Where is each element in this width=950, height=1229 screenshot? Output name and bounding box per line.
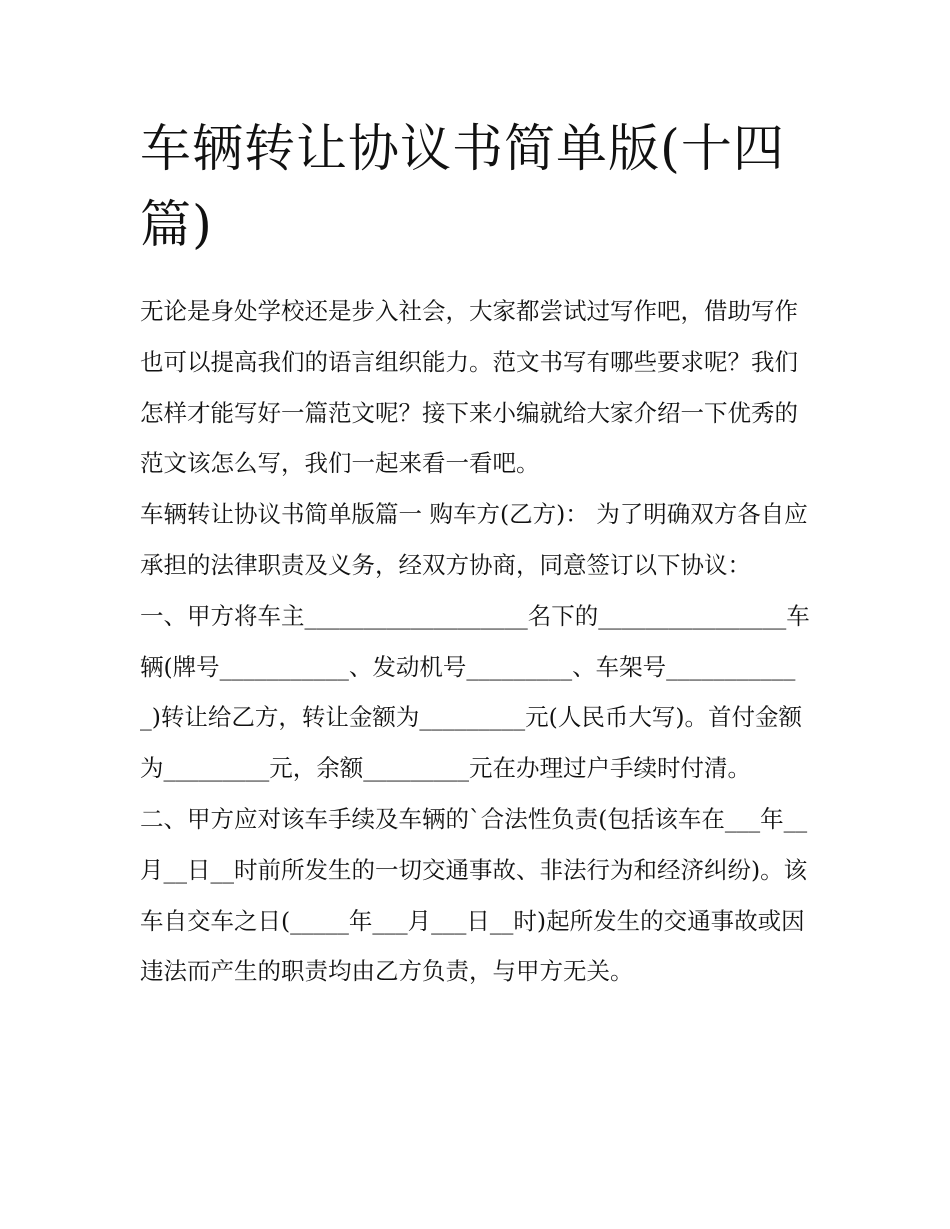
- document-page: [140, 112, 815, 997]
- intro-paragraph: 无论是身处学校还是步入社会，大家都尝试过写作吧，借助写作也可以提高我们的语言组织能力。范文书写有哪些要求呢？我们怎样才能写好一篇范文呢？接下来小编就给大家介绍一下优秀的范文该怎么写，我们一起来看一看吧。: [140, 297, 798, 478]
- document-title: 车辆转让协议书简单版(十四篇): [140, 120, 785, 255]
- clause-two-paragraph: 二、甲方应对该车手续及车辆的`合法性负责(包括该车在___年__月__日__时前所发生的一切交通事故、非法行为和经济纠纷)。该车自交车之日(_____年___月___日__时)起所发生的交通事故或因违法而产生的职责均由乙方负责，与甲方无关。: [140, 804, 808, 986]
- agreement-preamble-paragraph: 车辆转让协议书简单版篇一 购车方(乙方)： 为了明确双方各自应承担的法律职责及义务，经双方协商，同意签订以下协议：: [140, 500, 808, 579]
- document-body: [140, 286, 815, 997]
- clause-one-paragraph: 一、甲方将车主___________________名下的________________车辆(牌号___________、发动机号_________、车架号____________)转让给乙方，转让金额为_________元(人民币大写)。首付金额为_________元，余额_________元在办理过户手续时付清。: [140, 601, 810, 783]
